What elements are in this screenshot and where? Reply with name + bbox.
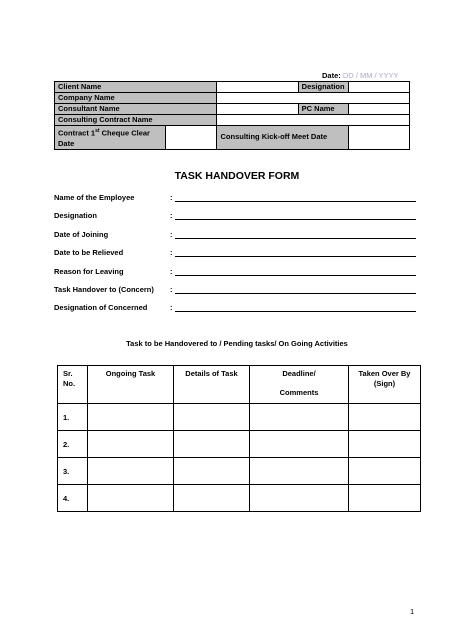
field-employee-name[interactable]: Name of the Employee :	[54, 192, 416, 210]
sign-cell[interactable]	[349, 404, 421, 431]
table-row	[58, 404, 421, 431]
field-date-of-joining[interactable]: Date of Joining :	[54, 229, 416, 247]
field-designation-of-concerned[interactable]: Designation of Concerned :	[54, 302, 416, 320]
sign-cell[interactable]	[349, 485, 421, 512]
consulting-contract-name-label: Consulting Contract Name	[55, 115, 217, 126]
tasks-table	[57, 365, 421, 512]
date-label: Date:	[322, 71, 341, 80]
table-row	[58, 458, 421, 485]
pc-name-field[interactable]	[348, 104, 409, 115]
field-task-handover-to[interactable]: Task Handover to (Concern) :	[54, 284, 416, 302]
deadline-comments-header: Deadline/ Comments	[250, 366, 349, 404]
deadline-cell[interactable]	[250, 458, 349, 485]
sr-no-cell: 2.	[58, 431, 88, 458]
sign-cell[interactable]	[349, 431, 421, 458]
sr-no-header: Sr. No.	[58, 366, 88, 404]
client-name-field[interactable]	[217, 82, 298, 93]
ongoing-task-cell[interactable]	[88, 485, 174, 512]
details-cell[interactable]	[174, 485, 250, 512]
form-title: TASK HANDOVER FORM	[174, 170, 300, 182]
details-of-task-header: Details of Task	[174, 366, 250, 404]
taken-over-by-header: Taken Over By (Sign)	[349, 366, 421, 404]
consultant-name-label: Consultant Name	[55, 104, 217, 115]
sr-no-cell: 1.	[58, 404, 88, 431]
ongoing-task-header: Ongoing Task	[88, 366, 174, 404]
consulting-contract-name-field[interactable]	[217, 115, 410, 126]
kickoff-meet-date-field[interactable]	[348, 126, 409, 150]
header-info-table	[54, 81, 410, 150]
details-cell[interactable]	[174, 431, 250, 458]
designation-field[interactable]	[348, 82, 409, 93]
field-date-to-be-relieved[interactable]: Date to be Relieved :	[54, 247, 416, 265]
ongoing-task-cell[interactable]	[88, 458, 174, 485]
consultant-name-field[interactable]	[217, 104, 298, 115]
details-cell[interactable]	[174, 458, 250, 485]
contract-cheque-clear-date-field[interactable]	[165, 126, 217, 150]
deadline-cell[interactable]	[250, 431, 349, 458]
contract-cheque-clear-date-label: Contract 1st Cheque Clear Date	[55, 126, 166, 150]
date-line	[322, 71, 399, 80]
date-placeholder[interactable]: DD / MM / YYYY	[342, 71, 399, 80]
tasks-header-row	[58, 366, 421, 404]
table-row	[58, 485, 421, 512]
pc-name-label: PC Name	[298, 104, 348, 115]
field-designation[interactable]: Designation :	[54, 210, 416, 228]
sign-cell[interactable]	[349, 458, 421, 485]
tasks-subtitle: Task to be Handovered to / Pending tasks/ On Going Activities	[126, 339, 348, 348]
company-name-field[interactable]	[217, 93, 410, 104]
client-name-label: Client Name	[55, 82, 217, 93]
table-row	[58, 431, 421, 458]
deadline-cell[interactable]	[250, 404, 349, 431]
details-cell[interactable]	[174, 404, 250, 431]
ongoing-task-cell[interactable]	[88, 404, 174, 431]
field-reason-for-leaving[interactable]: Reason for Leaving :	[54, 266, 416, 284]
sr-no-cell: 3.	[58, 458, 88, 485]
employee-fields	[54, 192, 416, 321]
kickoff-meet-date-label: Consulting Kick-off Meet Date	[217, 126, 348, 150]
page-number: 1	[410, 607, 415, 616]
company-name-label: Company Name	[55, 93, 217, 104]
designation-label: Designation	[298, 82, 348, 93]
deadline-cell[interactable]	[250, 485, 349, 512]
ongoing-task-cell[interactable]	[88, 431, 174, 458]
sr-no-cell: 4.	[58, 485, 88, 512]
